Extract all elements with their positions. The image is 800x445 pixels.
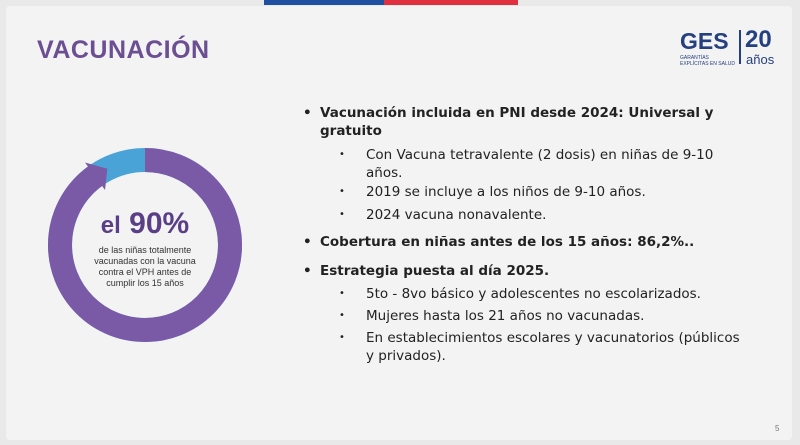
- page-number: 5: [775, 424, 780, 433]
- sub-bullet-dot: •: [339, 186, 345, 197]
- sub-bullet-text: En establecimientos escolares y vacunatorios (públicos y privados).: [366, 330, 740, 364]
- sub-bullet-dot: •: [339, 149, 345, 160]
- flag-red-stripe: [384, 0, 518, 5]
- sub-bullet-dot: •: [339, 288, 345, 299]
- sub-bullet-text: 2024 vacuna nonavalente.: [366, 207, 547, 223]
- donut-label: [85, 208, 205, 289]
- donut-prefix: el: [100, 212, 121, 239]
- sub-bullet-text: 5to - 8vo básico y adolescentes no escolarizados.: [366, 286, 701, 302]
- logo-years: 20: [745, 26, 772, 53]
- logo-subtitle: GARANTÍAS EXPLÍCITAS EN SALUD: [680, 55, 735, 67]
- sub-bullet-text: Mujeres hasta los 21 años no vacunadas.: [366, 308, 645, 324]
- donut-percentage: [85, 208, 205, 242]
- sub-bullet-text: Con Vacuna tetravalente (2 dosis) en niñas de 9-10 años.: [366, 147, 714, 181]
- slide-title: VACUNACIÓN: [37, 36, 210, 64]
- logo-divider: [739, 30, 741, 64]
- logo-years-label: años: [746, 52, 775, 67]
- bullet-text: Cobertura en niñas antes de los 15 años: 86,2%..: [320, 234, 695, 250]
- logo-ges-text: GES: [680, 28, 729, 54]
- bullet-text: Vacunación incluida en PNI desde 2024: Universal y gratuito: [320, 105, 714, 139]
- bullet-text: Estrategia puesta al día 2025.: [320, 263, 550, 279]
- sub-bullet-text: 2019 se incluye a los niños de 9-10 años.: [366, 184, 646, 200]
- sub-bullet-dot: •: [339, 332, 345, 343]
- bullet-dot: •: [303, 234, 312, 250]
- donut-description: de las niñas totalmente vacunadas con la vacuna contra el VPH antes de cumplir los 15 años: [94, 245, 196, 288]
- ges-logo: [680, 28, 780, 70]
- sub-bullet-dot: •: [339, 310, 345, 321]
- flag-blue-stripe: [264, 0, 384, 5]
- bullet-dot: •: [303, 263, 312, 279]
- donut-value: 90%: [129, 207, 190, 240]
- bullet-dot: •: [303, 105, 312, 121]
- sub-bullet-dot: •: [339, 209, 345, 220]
